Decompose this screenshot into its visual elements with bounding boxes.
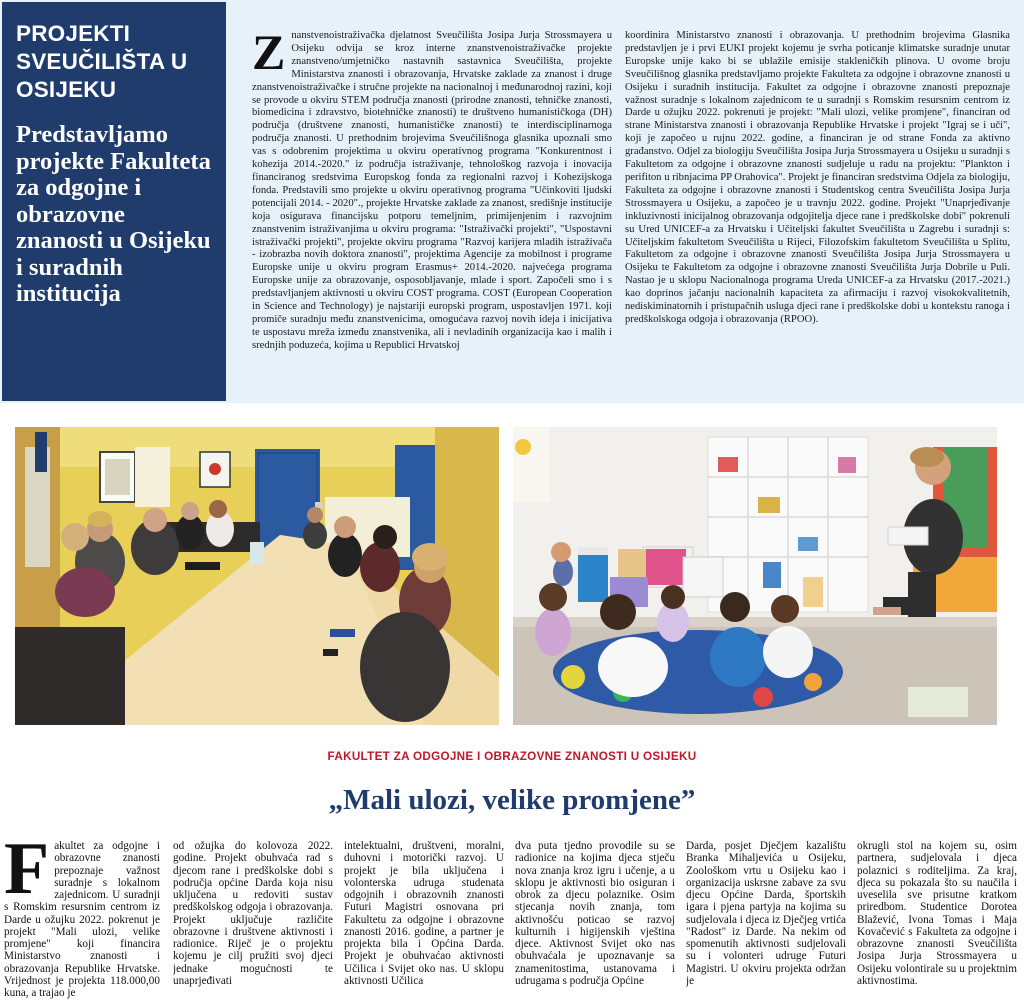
article-column-4 [515, 840, 675, 1007]
classroom-photo-illustration [513, 427, 997, 725]
article-text-6: okrugli stol na kojem su, osim partnera, sudjelovala i djeca polaznici s roditeljima. Za kraj, djeca su pokazala što su naučila i uveselila sve prisutne kratkom priredbom. Studentice Dorotea Blažević, Ivona Tomas i Maja Kovačević s Fakulteta za odgojne i obrazovne znanosti Sveučilišta Josipa Jurja Strossmayera u Osijeku volontirale su u projektnim aktivnostima. [857, 840, 1017, 987]
article-column-2 [173, 840, 333, 1007]
meeting-photo-illustration [15, 427, 499, 725]
article-column-1 [4, 840, 160, 1007]
sidebar-subtitle: Predstavljamo projekte Fakulteta za odgojne i obrazovne znanosti u Osijeku i suradnih institucija [16, 121, 211, 307]
section-label: FAKULTET ZA ODGOJNE I OBRAZOVNE ZNANOSTI U OSIJEKU [327, 750, 697, 763]
article-text-5: Darda, posjet Dječjem kazalištu Branka Mihaljevića u Osijeku, Zoološkom vrtu u Osijeku kao i organizacija uskrsne zabave za svu djecu Općine Darda, športskih igara i pjena partyja na kojima su sudjelovala i djeca iz Dječjeg vrtića "Radost" iz Darde. Na nekim od spomenutih aktivnosti sudjelovali su i volonteri udruge Futuri Magistri. U okviru projekta održan je [686, 840, 846, 987]
article-text-2: od ožujka do kolovoza 2022. godine. Projekt obuhvaća rad s djecom rane i predškolske dobi s područja općine Darda koja nisu uključena u redoviti sustav predškolskog odgoja i obrazovanja. Projekt uključuje različite obrazovne i društvene aktivnosti i radionice. Riječ je o projektu kojemu je cilj pružiti svoj djeci jednake mogućnosti te unaprjeđivati [173, 840, 333, 987]
intro-panel [0, 0, 1024, 403]
intro-column-2 [625, 30, 1010, 327]
meeting-photo [15, 427, 499, 725]
intro-text-1: nanstvenoistraživačka djelatnost Sveučilišta Josipa Jurja Strossmayera u Osijeku odvija se kroz interne znanstvenoistraživačke projekte znanstveno/umjetničko nastavnih sastavnica Sveučilišta, projekte Ministarstva znanosti i obrazovanja, Hrvatske zaklade za znanost i druge znanstvenoistraživačke i stručne projekte na nacionalnoj i međunarodnoj razini, koji se provode u okviru STEM područja znanosti (prirodne znanosti, tehničke znanosti, biomedicina i zdravstvo, biotehničke znanosti) te društveno humanističkoga (DH) područja (društvene znanosti, humanističke znanosti) te interdisciplinarnoga područja znanosti. U prethodnim brojevima Sveučilišnoga glasnika upoznali smo vas s odobrenim projektima u okviru operativnog programa "Konkurentnost i kohezija 2014.-2020." iz područja istraživanje, tehnološkog razvoja i inovacija financiranog sredstvima Europskog fonda za regionalni razvoj i Kohezijskoga fonda. Predstavili smo projekte u okviru operativnog programa "Učinkoviti ljudski potencijali 2014. - 2020"., projekte Hrvatske zaklade za znanost, središnje institucije koja osigurava financijsku potporu temeljnim, primijenjenim i razvojnim znanstvenim istraživanjima u okviru programa: "Istraživački projekti", "Uspostavni istraživački projekti", projekte okviru programa "Razvoj karijera mladih istraživača - izobrazba novih doktora znanosti", projektima Agencije za mobilnost i programe Europske unije u okviru program Erasmus+ 2014.-2020. najvećega programa Europske unije za obrazovanje, osposobljavanje, mlade i sport. Započeli smo i s predstavljanjem aktivnosti u okviru COST programa. COST (European Cooperation in Science and Technology) je najstariji europski program, uspostavljen 1971. koji promiče suradnju među znanstvenicima, omogućava razvoj novih ideja i inicijativa te uspostavu mreža između znanstvenika, ali i nevladinih organizacija kao i malih i srednjih poduzeća, kojima u Republici Hrvatskoj [252, 30, 612, 351]
intro-column-1 [252, 24, 612, 353]
article-column-6 [857, 840, 1017, 1007]
classroom-photo [513, 427, 997, 725]
article-dropcap: F [4, 840, 50, 910]
intro-text-2: koordinira Ministarstvo znanosti i obrazovanja. U prethodnim brojevima Glasnika predstavljen je i prvi EUKI projekt kojemu je svrha poticanje klimatske suradnje unutar Europske unije kako bi se ublažile emisije stakleničkih plinova. U ovome broju Sveučilišnog glasnika predstavljamo projekte Fakulteta za odgojne i obrazovne znanosti u Osijeku i suradnih institucija. Fakultet za odgojne i obrazovne znanosti prepoznaje važnost suradnje s lokalnom zajednicom te u suradnji s Romskim resursnim centrom iz Darde u ožujku 2022. pokrenuti je projekt: "Mali ulozi, velike promjene", financiran od strane Ministarstva znanosti i obrazovanja Republike Hrvatske i projekt "Igraj se i uči", koji je započeo u rujnu 2022. godine, a financiran je od strane Fonda za aktivno građanstvo. Odjel za biologiju Sveučilišta Josipa Jurja Strossmayera u Osijeku u suradnji s Fakultetom za odgojne i obrazovne znanosti sudjeluje u radu na projektu: "Plankton i perifiton u ribnjacima PP Orahovica". Projekt je financiran sredstvima Odjela za biologiju, Fakulteta za odgojne i obrazovne znanosti i Studentskog centra Sveučilišta Josipa Jurja Strossmayera u Osijeku, a započeo je u travnju 2022. godine. Projekt "Unaprjeđivanje inkluzivnosti inicijalnog obrazovanja odgojitelja djece rane i predškolske dobi" pokrenuli su Ured UNICEF-a za Hrvatsku i Učiteljski fakultet Sveučilišta u Zagrebu i suradnji s: Učiteljskim fakultetom Sveučilišta u Rijeci, Filozofskim fakultetom Sveučilišta u Splitu, Fakultetom za odgojne i obrazovne znanosti Sveučilišta Josipa Jurja Strossmayera u Osijeku te Fakultetom za odgojne i obrazovne znanosti Sveučilišta Jurja Dobrile u Puli. Nastao je u sklopu Nacionalnoga programa Ureda UNICEF-a za Hrvatsku (2017.-2021.) kao doprinos jačanju nacionalnih kapaciteta za afirmaciju i razvoj visokokvalitetnih, nediskiminatornih i pristupačnih usluga djeci rane i predškolske dobi u kontekstu ranoga i predškolskoga odgoja i obrazovanja (RPOO). [625, 30, 1010, 325]
article-text-4: dva puta tjedno provodile su se radionice na kojima djeca stječu nova znanja kroz igru i učenje, a u sklopu je aktivnosti bio osiguran i obrok za djecu polaznike. Osim stjecanja novih znanja, tom aktivnošću poticao se razvoj kulturnih i higijenskih vještina djece. Aktivnost Svijet oko nas obuhvaćala je upoznavanje sa znamenitostima, ustanovama i udrugama s područja Općine [515, 840, 675, 987]
article-column-3 [344, 840, 504, 1007]
sidebar-title: PROJEKTI SVEUČILIŠTA U OSIJEKU [16, 21, 188, 102]
intro-dropcap: Z [252, 24, 286, 80]
article-text-3: intelektualni, društveni, moralni, duhovni i motorički razvoj. U projekt je bila uključena i volonterska udruga studenata odgojnih i obrazovnih znanosti Futuri Magistri osnovana pri Fakultetu za odgojne i obrazovne znanosti 2016. godine, a partner je projekta bila i Općina Darda. Projekt je obuhvaćao aktivnosti Učilica i Svijet oko nas. U sklopu aktivnosti Učilica [344, 840, 504, 987]
article-headline: „Mali ulozi, velike promjene” [328, 784, 696, 816]
sidebar [2, 2, 226, 401]
article-column-5 [686, 840, 846, 1007]
article-text-1: akultet za odgojne i obrazovne znanosti prepoznaje važnost suradnje s lokalnom zajednicom. U suradnji s Romskim resursnim centrom iz Darde u ožujku 2022. pokrenut je projekt "Mali ulozi, velike promjene" koji financira Ministarstvo znanosti i obrazovanja Republike Hrvatske. Vrijednost je projekta 118.000,00 kuna, a trajao je [4, 840, 160, 999]
